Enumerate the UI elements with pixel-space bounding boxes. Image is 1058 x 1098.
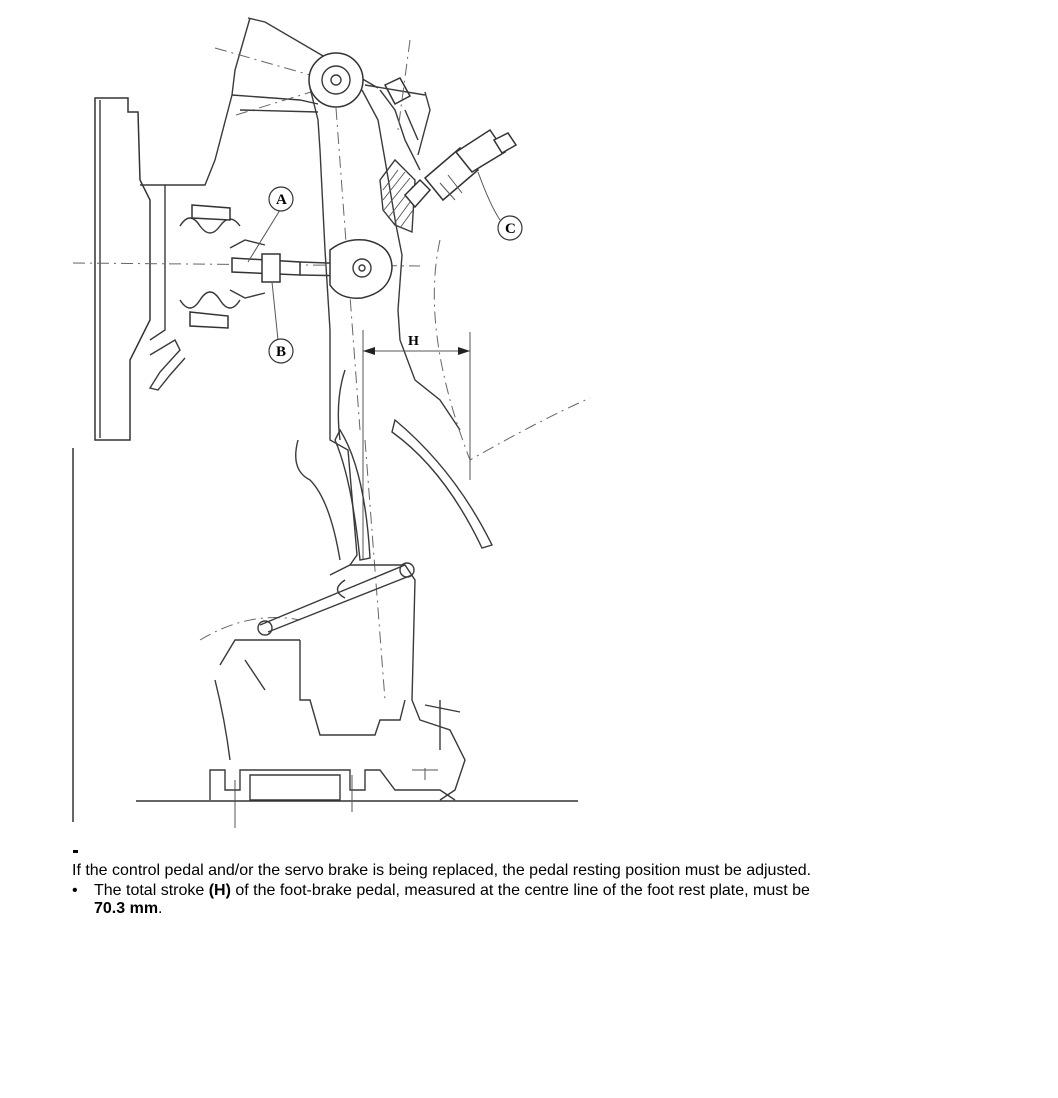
upper-adjuster (365, 40, 430, 155)
lower-arc (200, 618, 300, 641)
callout-b-label: B (276, 344, 287, 360)
bullet-text (94, 882, 934, 918)
foot-rest-pads (296, 370, 492, 560)
bullet-text-pre: The total stroke (94, 882, 209, 899)
callout-a-label: A (276, 192, 287, 208)
pedal-clevis (330, 240, 392, 299)
bullet-symbol: • (72, 882, 78, 899)
lower-pedal-assembly (215, 563, 465, 800)
callout-b (269, 282, 293, 363)
note-text: If the control pedal and/or the servo brake is being replaced, the pedal resting position must be adjusted. (72, 862, 812, 879)
callout-c (478, 172, 522, 240)
callout-c-label: C (505, 221, 516, 237)
bullet-text-mid: of the foot-brake pedal, measured at the centre line of the foot rest plate, must be (230, 882, 810, 899)
dimension-h-label: H (408, 334, 419, 349)
servo-brake-body (95, 98, 185, 440)
adjustment-note (72, 862, 811, 880)
floor-line (136, 770, 578, 828)
bullet-text-end: . (158, 900, 163, 917)
bullet-text-h: (H) (208, 882, 231, 899)
stroke-dimension-h (363, 330, 470, 560)
callout-a (248, 187, 293, 262)
pedal-pivot (309, 53, 363, 107)
stroke-value: 70.3 mm (94, 900, 159, 917)
section-marker (73, 850, 78, 853)
